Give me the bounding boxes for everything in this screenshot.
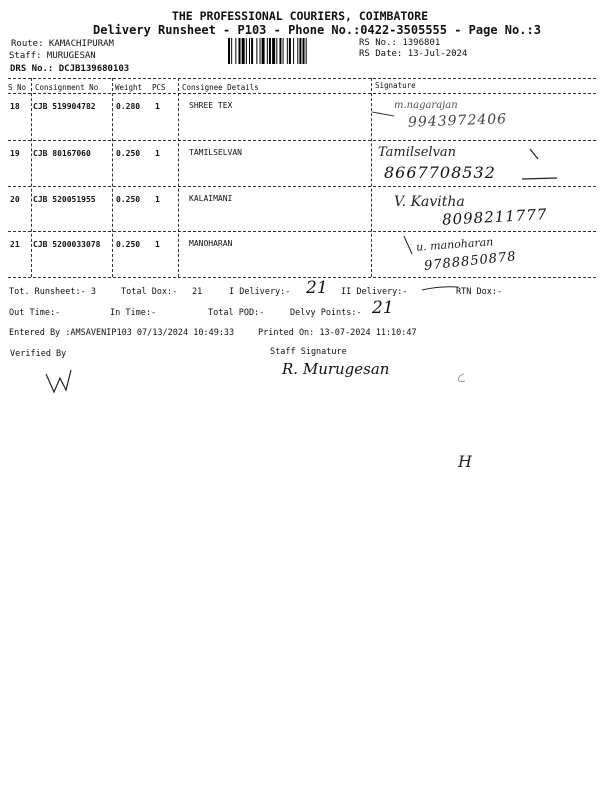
signature-name: u. manoharan (415, 235, 494, 254)
tot-runsheet: Tot. Runsheet:- 3 (9, 287, 96, 297)
col-header-signature: Signature (375, 81, 416, 90)
row-consignee: KALAIMANI (189, 194, 233, 203)
row-pcs: 1 (155, 149, 160, 158)
in-time-label: In Time:- (110, 308, 157, 318)
signature-name: Tamilselvan (378, 145, 457, 160)
out-time-label: Out Time:- (9, 308, 61, 318)
row-sno: 18 (10, 102, 20, 111)
printed-on: Printed On: 13-07-2024 11:10:47 (258, 328, 417, 338)
row-weight: 0.280 (116, 102, 141, 111)
drs-number: DRS No.: DCJB139680103 (10, 64, 130, 74)
row-consignee: TAMILSELVAN (189, 148, 242, 157)
staff-signature-handwriting: R. Murugesan (282, 360, 390, 378)
signature-name: V. Kavitha (394, 194, 465, 210)
col-header-pcs: PCS (152, 83, 166, 92)
signature-phone: 9788850878 (423, 249, 518, 274)
rs-number: RS No.: 1396801 (359, 38, 441, 48)
row-sno: 20 (10, 195, 20, 204)
rs-date: RS Date: 13-Jul-2024 (359, 49, 468, 59)
row-pcs: 1 (155, 102, 160, 111)
col-header-consignment: Consignment No (35, 83, 99, 92)
signature-phone: 8667708532 (384, 163, 496, 182)
col-header-consignee: Consignee Details (182, 83, 259, 92)
col-divider (178, 78, 179, 277)
staff-signature-label: Staff Signature (270, 347, 347, 357)
verifier-signature-mark (44, 366, 74, 396)
row-weight: 0.250 (116, 149, 141, 158)
row-sno: 21 (10, 240, 20, 249)
stray-mark (455, 372, 467, 384)
total-pod-label: Total POD:- (208, 308, 265, 318)
delvy-points-handwritten: 21 (372, 298, 394, 318)
row-pcs: 1 (155, 240, 160, 249)
row-consignment: CJB 80167060 (33, 149, 91, 158)
signature-handwriting (372, 188, 597, 228)
signature-handwriting (372, 98, 597, 138)
row-sno: 19 (10, 149, 20, 158)
total-dox-label: Total Dox:- (121, 287, 178, 297)
entered-by: Entered By :AMSAVENIP103 07/13/2024 10:49:33 (9, 328, 235, 338)
barcode-image (228, 38, 350, 64)
row-rule (8, 140, 596, 141)
row-consignment: CJB 519904782 (33, 102, 96, 111)
rtn-dox-label: RTN Dox:- (456, 287, 503, 297)
col-divider (112, 78, 113, 277)
company-name: THE PROFESSIONAL COURIERS, COIMBATORE (171, 9, 429, 23)
signature-phone: 8098211777 (441, 205, 548, 229)
col-divider (31, 78, 32, 277)
signature-handwriting (372, 232, 597, 276)
delvy-points-label: Delvy Points:- (290, 308, 362, 318)
row-pcs: 1 (155, 195, 160, 204)
i-delivery-label: I Delivery:- (229, 287, 291, 297)
table-header-rule (8, 93, 596, 94)
signature-phone: 9943972406 (407, 111, 508, 131)
total-dox-value: 21 (192, 287, 203, 297)
route-label: Route: KAMACHIPURAM (11, 39, 114, 49)
table-top-rule (8, 78, 596, 79)
ii-delivery-dash-mark (420, 284, 460, 294)
col-header-sno: S No (8, 83, 27, 92)
row-weight: 0.250 (116, 240, 141, 249)
row-weight: 0.250 (116, 195, 141, 204)
row-consignment: CJB 520051955 (33, 195, 96, 204)
col-header-weight: Weight (115, 83, 143, 92)
signature-name: m.nagarajan (394, 100, 458, 111)
row-consignee: SHREE TEX (189, 101, 233, 110)
staff-label: Staff: MURUGESAN (9, 51, 96, 61)
row-consignee: MANOHARAN (189, 239, 233, 248)
i-delivery-handwritten: 21 (306, 278, 328, 298)
row-rule (8, 186, 596, 187)
ii-delivery-label: II Delivery:- (341, 287, 408, 297)
row-consignment: CJB 5200033078 (33, 240, 101, 249)
runsheet-title: Delivery Runsheet - P103 - Phone No.:0422-3505555 - Page No.:3 (93, 23, 541, 37)
table-bottom-rule (8, 277, 596, 278)
signature-handwriting (372, 143, 597, 185)
margin-handwritten-mark: H (458, 452, 472, 471)
verified-by-label: Verified By (10, 349, 67, 359)
